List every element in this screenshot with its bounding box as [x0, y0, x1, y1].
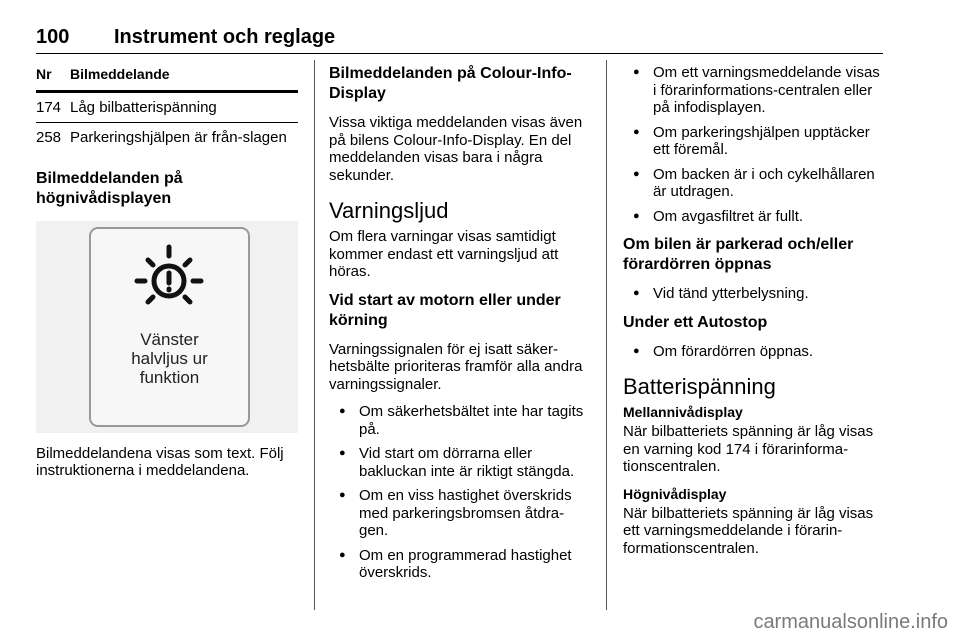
engine-start-list [329, 403, 591, 582]
autostop-list [623, 343, 887, 361]
column-1 [36, 64, 298, 490]
column-divider-1 [314, 60, 315, 610]
list-item: ● Om en programmerad hastighet överskrids. [329, 547, 591, 582]
figure-caption: Bilmeddelandena visas som text. Följ instruktionerna i meddelandena. [36, 444, 284, 479]
list-item: ● Om ett varningsmeddelande visas i förarinformations-centralen eller på infodisplayen. [623, 64, 887, 117]
list-item: ● Om avgasfiltret är fullt. [623, 208, 887, 226]
table-header-nr: Nr [36, 64, 70, 91]
column-3 [623, 64, 887, 567]
parked-list [623, 285, 887, 303]
label-mid-level-display: Mellannivådisplay [623, 404, 743, 420]
column-2 [329, 64, 591, 592]
list-item: ● Vid start om dörrarna eller bakluckan inte är riktigt stängda. [329, 445, 591, 480]
display-message: Vänster halvljus ur funktion [131, 329, 208, 387]
list-item: ● Vid tänd ytterbelysning. [623, 285, 887, 303]
list-item: ● Om säkerhetsbältet inte har tagits på. [329, 403, 591, 438]
list-item: ● Om parkeringshjälpen upptäcker ett föremål. [623, 124, 887, 159]
subheading-autostop: Under ett Autostop [623, 313, 768, 331]
table-cell-nr: 174 [36, 91, 70, 123]
headlight-warning-icon [133, 243, 205, 315]
warning-conditions-list [623, 64, 887, 225]
section-heading-colour-info-display: Bilmeddelanden på Colour-Info-Display [329, 65, 572, 102]
subheading-parked: Om bilen är parkerad och/eller förardörren öppnas [623, 236, 854, 273]
display-figure [36, 221, 298, 433]
section-title-warning-sounds: Varningsljud [329, 198, 449, 223]
high-level-text: När bilbatteriets spänning är låg visas ett varningsmeddelande i förarin-formationscentralen. [623, 504, 874, 557]
column-divider-2 [606, 60, 607, 610]
engine-start-text: Varningssignalen för ej isatt säker-hetsbälte prioriteras framför alla andra varningssignaler. [329, 340, 583, 393]
colour-info-intro: Vissa viktiga meddelanden visas även på bilens Colour-Info-Display. En del meddelanden visas bara i några sekunder. [329, 114, 583, 184]
header-rule [36, 53, 883, 54]
table-row [36, 123, 298, 153]
display-screen [89, 227, 250, 427]
table-cell-message: Parkeringshjälpen är från-slagen [70, 129, 287, 146]
subheading-engine-start: Vid start av motorn eller under körning [329, 291, 561, 329]
page-number: 100 [36, 26, 70, 48]
list-item: ● Om förardörren öppnas. [623, 343, 887, 361]
page-header [36, 26, 335, 49]
list-item: ● Om en viss hastighet överskrids med parkeringsbromsen åtdra-gen. [329, 487, 591, 540]
message-table [36, 64, 298, 153]
page-title: Instrument och reglage [114, 26, 336, 48]
warning-sounds-text: Om flera varningar visas samtidigt kommer endast ett varningsljud att höras. [329, 228, 559, 280]
table-row [36, 91, 298, 123]
list-item: ● Om backen är i och cykelhållaren är utdragen. [623, 166, 887, 201]
label-high-level-display: Högnivådisplay [623, 485, 727, 502]
section-heading-high-level-display: Bilmeddelanden på högnivådisplayen [36, 169, 183, 207]
table-header-message: Bilmeddelande [70, 64, 298, 91]
mid-level-text: När bilbatteriets spänning är låg visas en varning kod 174 i förarinforma-tionscentralen. [623, 423, 874, 475]
table-cell-nr: 258 [36, 129, 62, 146]
section-title-battery-voltage: Batterispänning [623, 374, 776, 399]
table-cell-message: Låg bilbatterispänning [70, 91, 298, 123]
watermark: carmanualsonline.info [753, 611, 948, 633]
table-header-row [36, 64, 298, 91]
